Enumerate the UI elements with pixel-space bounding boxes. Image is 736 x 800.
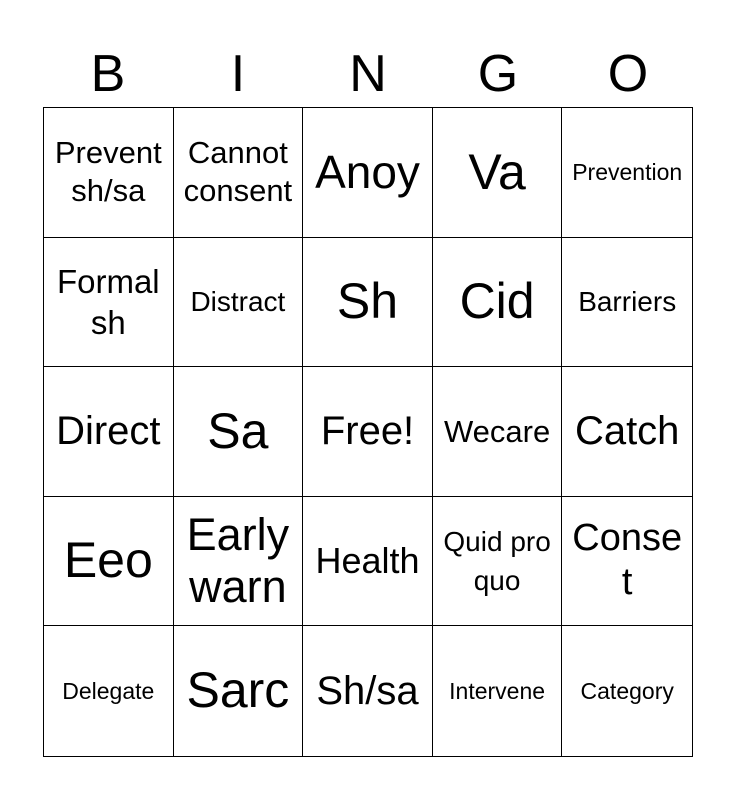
bingo-cell[interactable]: Early warn xyxy=(174,497,304,627)
bingo-cell[interactable]: Va xyxy=(433,108,563,238)
bingo-cell[interactable]: Prevention xyxy=(562,108,692,238)
bingo-cell[interactable]: Anoy xyxy=(303,108,433,238)
bingo-header xyxy=(43,40,693,108)
bingo-board xyxy=(43,107,693,757)
bingo-cell[interactable]: Barriers xyxy=(562,238,692,368)
header-letter-g: G xyxy=(477,45,519,103)
bingo-cell[interactable]: Prevent sh/sa xyxy=(44,108,174,238)
header-letter-i: I xyxy=(230,45,246,103)
header-letter-n: N xyxy=(349,45,387,103)
header-letter-b: B xyxy=(90,45,126,103)
bingo-cell[interactable]: Wecare xyxy=(433,367,563,497)
bingo-cell[interactable]: Cid xyxy=(433,238,563,368)
bingo-cell[interactable]: Category xyxy=(580,677,674,704)
bingo-cell[interactable]: Sh xyxy=(303,238,433,368)
bingo-cell[interactable]: Delegate xyxy=(44,626,174,756)
bingo-cell[interactable]: Sarc xyxy=(174,626,304,756)
bingo-cell[interactable]: Quid pro quo xyxy=(433,497,563,627)
bingo-cell[interactable]: Distract xyxy=(174,238,304,368)
bingo-cell[interactable]: Direct xyxy=(44,367,174,497)
bingo-cell[interactable]: Conse t xyxy=(562,497,692,627)
bingo-cell[interactable]: Health xyxy=(303,497,433,627)
bingo-cell[interactable]: Cannot consent xyxy=(174,108,304,238)
bingo-cell[interactable]: Eeo xyxy=(44,497,174,627)
header-letter-o: O xyxy=(607,45,649,103)
bingo-cell[interactable]: Intervene xyxy=(433,626,563,756)
free-space-cell[interactable]: Free! xyxy=(303,367,433,497)
bingo-cell[interactable]: Catch xyxy=(562,367,692,497)
bingo-cell[interactable]: Sh/sa xyxy=(303,626,433,756)
bingo-cell[interactable]: Formal sh xyxy=(44,238,174,368)
bingo-cell[interactable]: Sa xyxy=(174,367,304,497)
